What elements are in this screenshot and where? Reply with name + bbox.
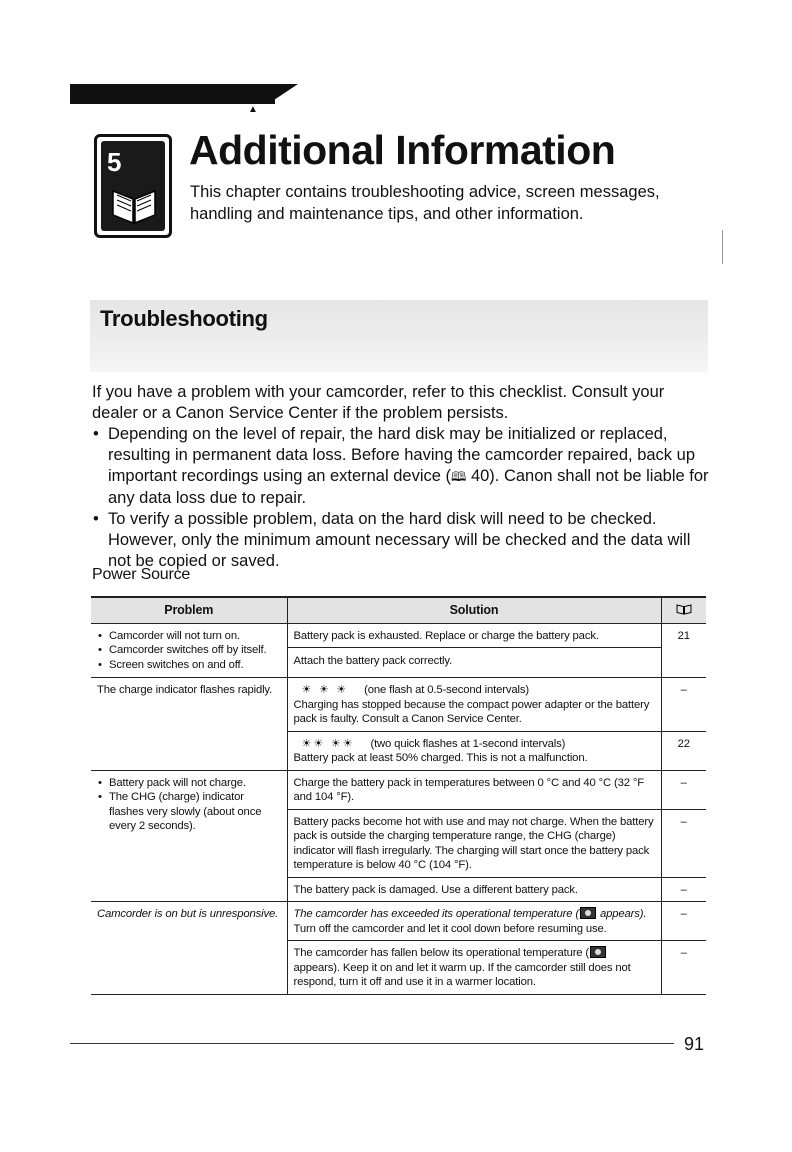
chapter-badge (94, 134, 172, 238)
section-title: Troubleshooting (100, 306, 268, 331)
problem-cell (91, 770, 287, 902)
page-number: 91 (684, 1034, 705, 1054)
chapter-number: 5 (107, 147, 122, 177)
table-row (91, 678, 706, 732)
solution-cell (287, 731, 661, 770)
flash-note: (one flash at 0.5-second intervals) (364, 684, 529, 696)
page-ref: – (661, 877, 706, 902)
table-row (91, 623, 706, 648)
solution-text: Battery pack at least 50% charged. This is not a malfunction. (293, 752, 588, 764)
notice-text: ). Canon shall not be liable for any data loss due to repair. (108, 467, 709, 507)
page-ref: – (661, 902, 706, 941)
section-body (92, 382, 712, 572)
overheat-warning-icon (580, 907, 596, 919)
solution-cell (287, 941, 661, 995)
solution-text: Charging has stopped because the compact power adapter or the battery pack is faulty. Consult a Canon Service Center. (293, 698, 650, 725)
header-marker-icon: ▲ (248, 104, 258, 115)
page-ref: – (661, 809, 706, 877)
solution-text: The camcorder has exceeded its operational temperature ( (293, 908, 579, 920)
low-temperature-warning-icon (590, 946, 606, 958)
problem-item: • The CHG (charge) indicator flashes very slowly (about once every 2 seconds). (97, 790, 281, 834)
notice-text: Depending on the level of repair, the hard disk may be initialized or replaced, resulting in permanent data loss. Before having the camcorder repaired, back up important recordings using an external device ( (108, 425, 695, 485)
section-intro: If you have a problem with your camcorder, refer to this checklist. Consult your dealer or a Canon Service Center if the problem persists. (92, 383, 665, 422)
problem-cell: Camcorder is on but is unresponsive. (91, 902, 287, 995)
solution-cell: Attach the battery pack correctly. (287, 648, 661, 678)
solution-cell: The battery pack is damaged. Use a different battery pack. (287, 877, 661, 902)
notice-list (92, 424, 712, 572)
solution-cell: Battery pack is exhausted. Replace or charge the battery pack. (287, 623, 661, 648)
indicator-flash-icon: ☀☀ ☀☀ (301, 736, 355, 750)
notice-item: • To verify a possible problem, data on the hard disk will need to be checked. However, only the minimum amount necessary will be checked and the data will not be copied or saved. (92, 509, 712, 572)
table-row (91, 770, 706, 809)
notice-item (92, 424, 712, 509)
problem-item: • Screen switches on and off. (97, 658, 281, 673)
problem-cell: The charge indicator flashes rapidly. (91, 678, 287, 771)
header-solution: Solution (287, 597, 661, 623)
chapter-title: Additional Information (189, 127, 616, 173)
solution-text: appears). (596, 908, 647, 920)
troubleshooting-table (91, 596, 706, 995)
open-book-icon (109, 177, 159, 227)
book-icon (661, 597, 706, 623)
page-ref[interactable]: 21 (661, 623, 706, 678)
problem-item: • Camcorder switches off by itself. (97, 643, 281, 658)
solution-text: appears). Keep it on and let it warm up. If the camcorder still does not respond, turn it off and use it in a warmer location. (293, 961, 631, 988)
problem-item: • Camcorder will not turn on. (97, 629, 281, 644)
page-ref: – (661, 941, 706, 995)
flash-note: (two quick flashes at 1-second intervals) (370, 737, 566, 750)
solution-text: Turn off the camcorder and let it cool down before resuming use. (293, 922, 607, 935)
table-header-row (91, 597, 706, 623)
solution-cell: Charge the battery pack in temperatures between 0 °C and 40 °C (32 °F and 104 °F). (287, 770, 661, 809)
book-ref-icon: 🕮 (451, 470, 467, 485)
page-ref: – (661, 770, 706, 809)
margin-mark (722, 230, 723, 264)
solution-cell (287, 902, 661, 941)
header-problem: Problem (91, 597, 287, 623)
problem-cell (91, 623, 287, 678)
solution-cell: Battery packs become hot with use and may not charge. When the battery pack is outside the charging temperature range, the CHG (charge) indicator will flash irregularly. The charging will start once the battery pack temperature is below 40 °C (104 °F). (287, 809, 661, 877)
solution-cell (287, 678, 661, 732)
problem-item: • Battery pack will not charge. (97, 776, 281, 791)
page-ref: – (661, 678, 706, 732)
solution-text: The camcorder has fallen below its operational temperature ( (293, 947, 590, 959)
subsection-title: Power Source (92, 566, 191, 583)
indicator-flash-icon: ☀ ☀ ☀ (301, 683, 349, 696)
page-ref[interactable]: 40 (470, 467, 490, 485)
table-row (91, 902, 706, 941)
page-ref[interactable]: 22 (661, 731, 706, 770)
footer-rule (70, 1043, 674, 1044)
chapter-header-band-tail (268, 84, 298, 104)
chapter-header-band (70, 84, 275, 104)
chapter-intro: This chapter contains troubleshooting advice, screen messages, handling and maintenance tips, and other information. (190, 183, 660, 223)
